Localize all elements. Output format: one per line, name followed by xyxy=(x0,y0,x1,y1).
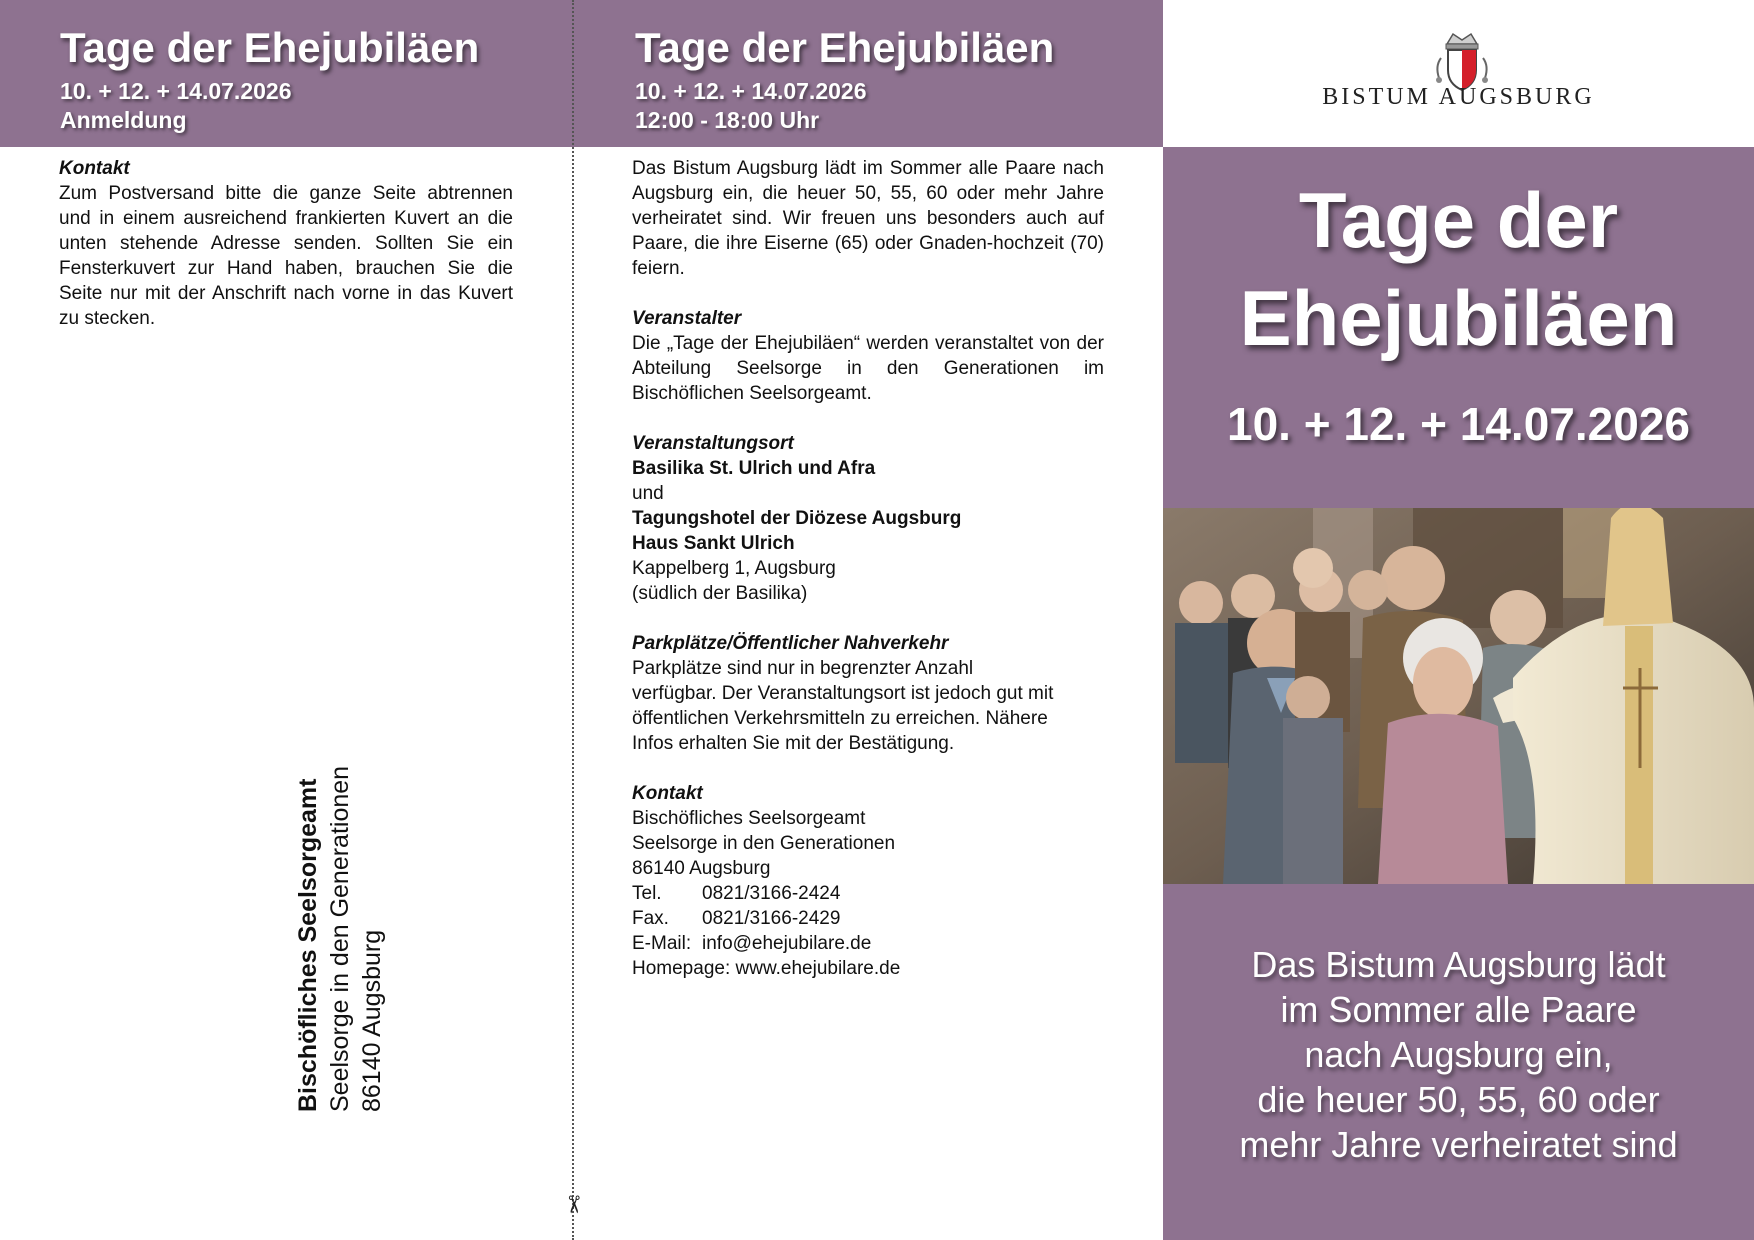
middle-header-time: 12:00 - 18:00 Uhr xyxy=(635,107,820,133)
invite-line-3: nach Augsburg ein, xyxy=(1304,1034,1613,1075)
venue-name-3: Haus Sankt Ulrich xyxy=(632,533,795,554)
venue-and: und xyxy=(632,483,664,504)
contact-line-1: Bischöfliches Seelsorgeamt xyxy=(632,808,866,829)
middle-info-block xyxy=(632,156,1104,981)
invite-line-4: die heuer 50, 55, 60 oder xyxy=(1257,1079,1660,1120)
fax-label: Fax. xyxy=(632,908,669,929)
left-contact-block xyxy=(59,156,513,331)
left-contact-heading: Kontakt xyxy=(59,158,130,179)
parking-text-2: verfügbar. Der Veranstaltungsort ist jedoch gut mit xyxy=(632,683,1054,704)
organizer-text: Die „Tage der Ehejubiläen“ werden veranstaltet von der Abteilung Seelsorge in den Generationen im Bischöflichen Seelsorgeamt. xyxy=(632,333,1104,404)
contact-line-2: Seelsorge in den Generationen xyxy=(632,833,896,854)
left-header-subtitle: Anmeldung xyxy=(60,107,187,133)
fax-value: 0821/3166-2429 xyxy=(702,908,841,929)
diocese-coat-of-arms-icon xyxy=(1433,30,1491,92)
middle-header-date: 10. + 12. + 14.07.2026 xyxy=(635,78,867,104)
invite-line-1: Das Bistum Augsburg lädt xyxy=(1251,944,1666,985)
cover-title-line-1: Tage der xyxy=(1298,176,1619,264)
left-header-title: Tage der Ehejubiläen xyxy=(60,24,480,71)
middle-intro-text: Das Bistum Augsburg lädt im Sommer alle Paare nach Augsburg ein, die heuer 50, 55, 60 oder mehr Jahre verheiratet sind. Wir freuen uns besonders auch auf Paare, die ihre Eiserne (65) oder Gnaden-hochzeit (70) feiern. xyxy=(632,158,1104,279)
contact-line-3: 86140 Augsburg xyxy=(632,858,771,879)
parking-text-4: Infos erhalten Sie mit der Bestätigung. xyxy=(632,733,955,754)
venue-name-1: Basilika St. Ulrich und Afra xyxy=(632,458,876,479)
organizer-heading: Veranstalter xyxy=(632,308,742,329)
left-header-date: 10. + 12. + 14.07.2026 xyxy=(60,78,292,104)
address-line-1: Bischöfliches Seelsorgeamt xyxy=(294,778,322,1112)
parking-text-3: öffentlichen Verkehrsmitteln zu erreichen. Nähere xyxy=(632,708,1048,729)
email-label: E-Mail: xyxy=(632,933,692,954)
tel-label: Tel. xyxy=(632,883,662,904)
blessing-photo xyxy=(1163,508,1754,884)
cover-invitation xyxy=(1163,942,1754,1167)
diocese-logo-text: BISTUM AUGSBURG xyxy=(1322,84,1595,110)
homepage-label: Homepage: xyxy=(632,958,731,979)
email-row xyxy=(632,931,1104,956)
invite-line-5: mehr Jahre verheiratet sind xyxy=(1239,1124,1678,1165)
mailing-address xyxy=(292,692,388,1112)
middle-header-title: Tage der Ehejubiläen xyxy=(635,24,1055,71)
middle-contact-heading: Kontakt xyxy=(632,783,703,804)
parking-heading: Parkplätze/Öffentlicher Nahverkehr xyxy=(632,633,949,654)
cut-line xyxy=(572,0,574,1240)
tel-value: 0821/3166-2424 xyxy=(702,883,841,904)
venue-heading: Veranstaltungsort xyxy=(632,433,794,454)
address-line-3: 86140 Augsburg xyxy=(358,929,386,1112)
email-link[interactable]: info@ehejubilare.de xyxy=(702,933,872,954)
homepage-row xyxy=(632,956,1104,981)
fax-row xyxy=(632,906,1104,931)
venue-street: Kappelberg 1, Augsburg xyxy=(632,558,836,579)
address-line-2: Seelsorge in den Generationen xyxy=(326,765,354,1112)
cover-title-line-2: Ehejubiläen xyxy=(1239,274,1678,362)
venue-note: (südlich der Basilika) xyxy=(632,583,808,604)
cover-date: 10. + 12. + 14.07.2026 xyxy=(1227,398,1690,450)
left-contact-text: Zum Postversand bitte die ganze Seite abtrennen und in einem ausreichend frankierten Kuvert an die unten stehende Adresse senden. Sollten Sie ein Fensterkuvert zur Hand haben, brauchen Sie die Seite nur mit der Anschrift nach vorne in das Kuvert zu stecken. xyxy=(59,183,513,329)
venue-name-2: Tagungshotel der Diözese Augsburg xyxy=(632,508,962,529)
scissors-icon: ✂ xyxy=(559,1194,587,1215)
parking-text-1: Parkplätze sind nur in begrenzter Anzahl xyxy=(632,658,974,679)
invite-line-2: im Sommer alle Paare xyxy=(1280,989,1637,1030)
tel-row xyxy=(632,881,1104,906)
homepage-link[interactable]: www.ehejubilare.de xyxy=(735,958,901,979)
